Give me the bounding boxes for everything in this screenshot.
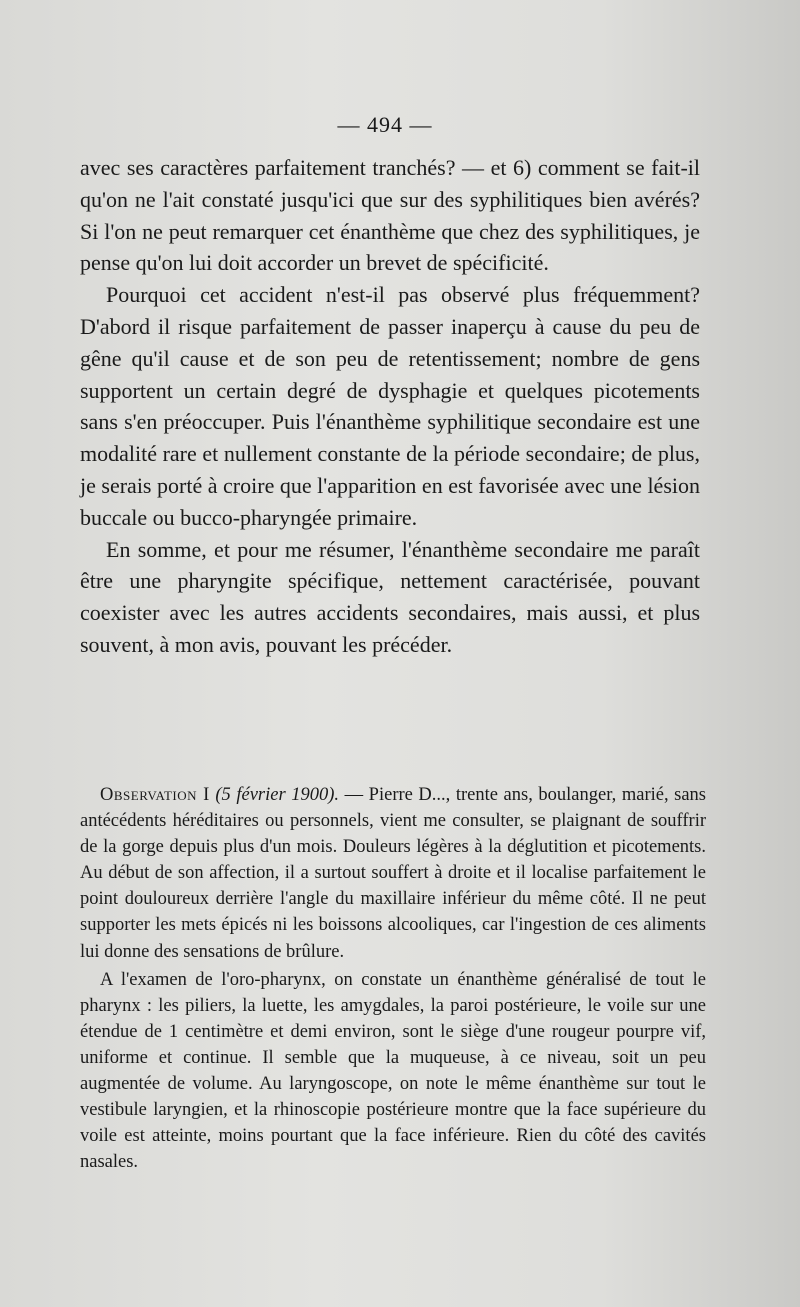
observation-block <box>80 782 706 1175</box>
observation-text: — Pierre D..., trente ans, boulanger, marié, sans antécédents héréditaires ou personnels, vient me consulter, se plaignant de souffrir de la gorge depuis plus d'un mois. Douleurs légères à la déglutition et picotements. Au début de son affection, il a surtout souffert à droite et il localise parfaitement le point douloureux derrière l'angle du maxillaire inférieur du même côté. Il ne peut supporter les mets épicés ni les boissons alcooliques, car l'ingestion de ces aliments lui donne des sensations de brûlure. <box>80 785 707 962</box>
observation-paragraph-2: A l'examen de l'oro-pharynx, on constate un énanthème généralisé de tout le pharynx : les piliers, la luette, les amygdales, la paroi postérieure, le voile sur une étendue de 1 centimètre et demi environ, sont le siège d'une rougeur pourpre vif, uniforme et continue. Il semble que la muqueuse, à ce niveau, soit un peu augmentée de volume. Au laryngoscope, on note le même énanthème sur tout le vestibule laryngien, et la rhinoscopie postérieure montre que la face supérieure du voile est atteinte, moins pourtant que la face inférieure. Rien du côté des cavités nasales. <box>80 969 706 1173</box>
observation-date: (5 février 1900). <box>215 785 340 805</box>
observation-label: Observation I <box>100 785 210 805</box>
paragraph-why-not-observed: Pourquoi cet accident n'est-il pas observé plus fréquemment? D'abord il risque parfaitement de passer inaperçu à cause du peu de gêne qu'il cause et de son peu de retentissement; nombre de gens supportent un certain degré de dysphagie et quelques picotements sans s'en préoccuper. Puis l'énanthème syphilitique secondaire est une modalité rare et nullement constante de la période secondaire; de plus, je serais porté à croire que l'apparition en est favorisée avec une lésion buccale ou bucco-pharyngée primaire. <box>80 282 700 530</box>
observation-paragraph-1 <box>80 782 706 965</box>
paragraph-summary: En somme, et pour me résumer, l'énanthème secondaire me paraît être une pharyngite spécifique, nettement caractérisée, pouvant coexister avec les autres accidents secondaires, mais aussi, et plus souvent, à mon avis, pouvant les précéder. <box>80 536 700 657</box>
main-text <box>80 152 700 661</box>
page-number: — 494 — <box>337 112 433 137</box>
paragraph-continuation: avec ses caractères parfaitement tranchés? — et 6) comment se fait-il qu'on ne l'ait constaté jusqu'ici que sur des syphilitiques bien avérés? Si l'on ne peut remarquer cet énanthème que chez des syphilitiques, je pense qu'on lui doit accorder un brevet de spécificité. <box>80 155 700 276</box>
